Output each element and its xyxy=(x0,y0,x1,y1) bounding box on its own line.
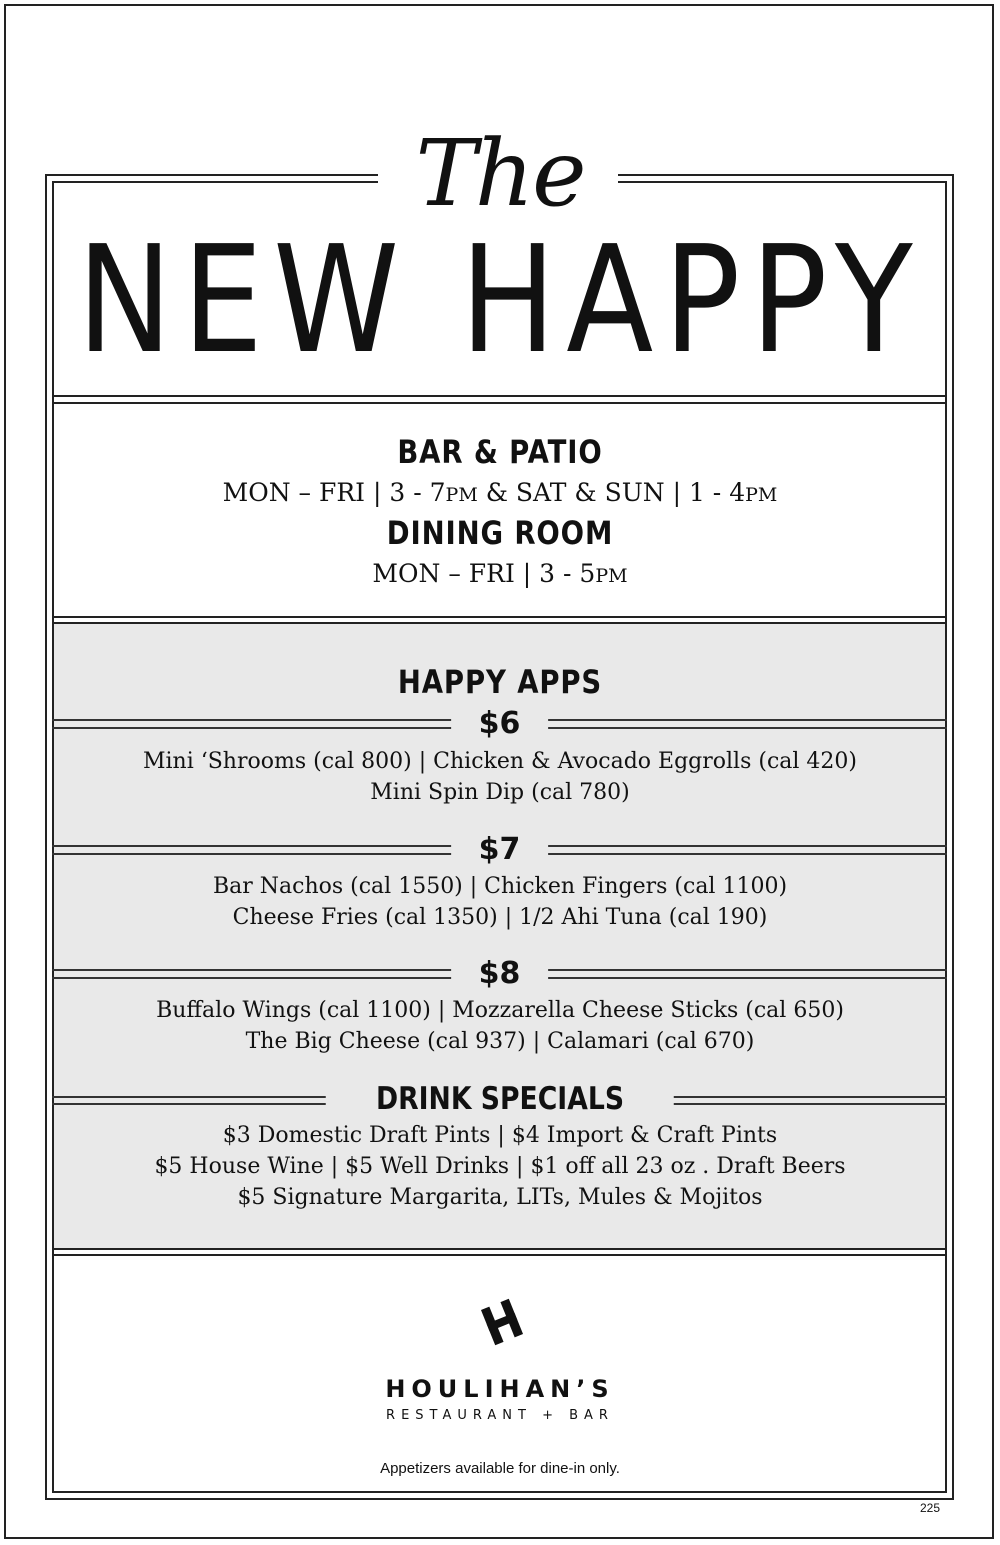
drink-specials-header xyxy=(52,1077,947,1121)
price-tier-6 xyxy=(52,704,947,744)
price-tier-8-items xyxy=(0,995,1000,1057)
menu-item-line: Cheese Fries (cal 1350) | 1/2 Ahi Tuna (cal 190) xyxy=(232,905,768,930)
drink-specials-heading-text: DRINK SPECIALS xyxy=(375,1081,624,1117)
price-tier-6-items xyxy=(0,746,1000,808)
divider-below-apps-1 xyxy=(52,1248,947,1250)
drink-special-line: $5 Signature Margarita, LITs, Mules & Mojitos xyxy=(237,1185,763,1210)
menu-item-line: Mini Spin Dip (cal 780) xyxy=(370,780,630,805)
bar-patio-hours-part2: & SAT & SUN | 1 - 4 xyxy=(477,478,746,507)
divider-under-title-2 xyxy=(52,402,947,404)
page-number: 225 xyxy=(919,1501,940,1515)
menu-item-line: The Big Cheese (cal 937) | Calamari (cal 670) xyxy=(245,1029,755,1054)
bar-patio-hours xyxy=(0,480,1000,505)
price-tier-8 xyxy=(52,954,947,994)
divider-below-apps-2 xyxy=(52,1254,947,1256)
price-tier-8-label: $8 xyxy=(451,954,549,994)
price-tier-7-items xyxy=(0,871,1000,933)
bar-patio-heading: BAR & PATIO xyxy=(397,433,603,471)
title-the: The xyxy=(415,120,585,227)
divider-above-apps-1 xyxy=(52,616,947,618)
price-tier-7 xyxy=(52,830,947,870)
title-new-happy: NEW HAPPY xyxy=(76,214,924,386)
divider-under-title-1 xyxy=(52,395,947,397)
drink-specials-items xyxy=(0,1120,1000,1213)
dining-room-hours-pm1: PM xyxy=(595,565,628,587)
bar-patio-hours-part1: MON – FRI | 3 - 7 xyxy=(222,478,446,507)
menu-item-line: Mini ‘Shrooms (cal 800) | Chicken & Avocado Eggrolls (cal 420) xyxy=(142,749,857,774)
price-tier-6-label: $6 xyxy=(451,704,549,744)
houlihans-h-logo-icon xyxy=(478,1298,526,1346)
dining-room-hours-part1: MON – FRI | 3 - 5 xyxy=(372,559,596,588)
menu-item-line: Bar Nachos (cal 1550) | Chicken Fingers (cal 1100) xyxy=(212,874,788,899)
drink-specials-heading xyxy=(325,1077,673,1121)
happy-apps-heading: HAPPY APPS xyxy=(397,663,603,701)
dining-room-hours xyxy=(0,561,1000,586)
dining-room-heading: DINING ROOM xyxy=(386,514,614,552)
dine-in-note: Appetizers available for dine-in only. xyxy=(380,1460,620,1477)
menu-item-line: Buffalo Wings (cal 1100) | Mozzarella Cheese Sticks (cal 650) xyxy=(156,998,844,1023)
bar-patio-hours-pm2: PM xyxy=(745,484,778,506)
brand-name: HOULIHAN’S xyxy=(385,1375,615,1403)
price-tier-7-label: $7 xyxy=(451,830,549,870)
drink-special-line: $3 Domestic Draft Pints | $4 Import & Craft Pints xyxy=(222,1123,778,1148)
drink-special-line: $5 House Wine | $5 Well Drinks | $1 off all 23 oz . Draft Beers xyxy=(154,1154,846,1179)
brand-tagline: RESTAURANT + BAR xyxy=(386,1408,614,1423)
bar-patio-hours-pm1: PM xyxy=(445,484,478,506)
